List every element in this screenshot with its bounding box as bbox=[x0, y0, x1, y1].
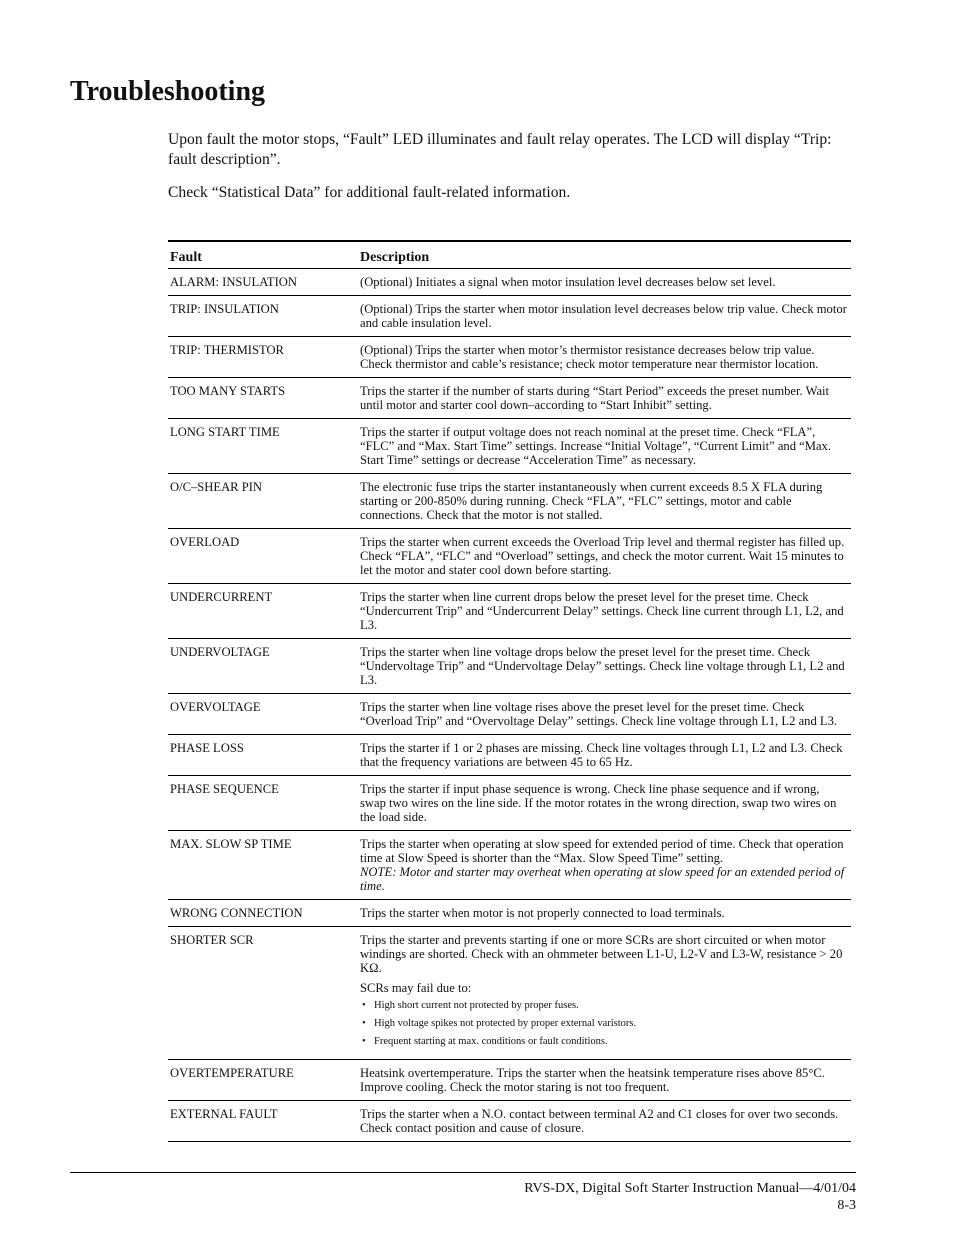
fault-description-cell bbox=[360, 296, 851, 336]
fault-description-cell bbox=[360, 378, 851, 418]
fault-description-cell bbox=[360, 529, 851, 583]
fault-description: (Optional) Trips the starter when motor’s thermistor resistance decreases below trip value. Check thermistor and cable’s resistance; check motor temperature near thermistor location. bbox=[360, 343, 819, 371]
fault-description: Heatsink overtemperature. Trips the starter when the heatsink temperature rises above 85°C. Improve cooling. Check the motor staring is not too frequent. bbox=[360, 1066, 825, 1094]
intro-paragraph: Upon fault the motor stops, “Fault” LED illuminates and fault relay operates. The LCD will display “Trip: fault description”. bbox=[168, 131, 832, 168]
fault-description-cell bbox=[360, 831, 851, 899]
fault-description-cell bbox=[360, 639, 851, 693]
cause-list-item: • High voltage spikes not protected by proper external varistors. bbox=[360, 1017, 847, 1030]
fault-description-cell bbox=[360, 1101, 851, 1141]
fault-description-cell bbox=[360, 269, 851, 295]
fault-description-cell bbox=[360, 927, 851, 1059]
fault-note: NOTE: Motor and starter may overheat when operating at slow speed for an extended period of time. bbox=[360, 865, 845, 893]
fault-name: MAX. SLOW SP TIME bbox=[170, 837, 292, 851]
fault-description: Trips the starter if output voltage does not reach nominal at the preset time. Check “FLA”, “FLC” and “Max. Start Time” settings. Increase “Initial Voltage”, “Current Limit” and “Max. Start Time” settings or decrease “Acceleration Time” as necessary. bbox=[360, 425, 831, 467]
table-row bbox=[168, 831, 851, 900]
column-header-fault: Fault bbox=[170, 250, 202, 265]
fault-description-cell bbox=[360, 735, 851, 775]
fault-description: Trips the starter and prevents starting if one or more SCRs are short circuited or when motor windings are shorted. Check with an ohmmeter between L1-U, L2-V and L3-W, resistance > 20 KΩ. bbox=[360, 933, 843, 975]
fault-name: TOO MANY STARTS bbox=[170, 384, 286, 398]
fault-description: Trips the starter when a N.O. contact between terminal A2 and C1 closes for over two seconds. Check contact position and cause of closure. bbox=[360, 1107, 839, 1135]
fault-description: Trips the starter when line current drops below the preset level for the preset time. Check “Undercurrent Trip” and “Undercurrent Delay” settings. Check line current through L1, L2, and L3. bbox=[360, 590, 844, 632]
table-row bbox=[168, 927, 851, 1060]
table-row bbox=[168, 776, 851, 831]
table-row bbox=[168, 337, 851, 378]
table-row bbox=[168, 474, 851, 529]
fault-description: Trips the starter when current exceeds the Overload Trip level and thermal register has filled up. Check “FLA”, “FLC” and “Overload” settings, and check the motor current. Wait 15 minutes to let the motor and stater cool down before starting. bbox=[360, 535, 845, 577]
fault-name: TRIP: THERMISTOR bbox=[170, 343, 284, 357]
table-row bbox=[168, 1060, 851, 1101]
table-header-row bbox=[168, 242, 851, 269]
fault-name: O/C–SHEAR PIN bbox=[170, 480, 263, 494]
fault-description: Trips the starter when operating at slow speed for extended period of time. Check that operation time at Slow Speed is shorter than the “Max. Slow Speed Time” setting. bbox=[360, 837, 844, 865]
fault-description-cell bbox=[360, 474, 851, 528]
table-row bbox=[168, 269, 851, 296]
fault-description: Trips the starter when line voltage drops below the preset level for the preset time. Check “Undervoltage Trip” and “Undervoltage Delay” settings. Check line voltage through L1, L2 and L3. bbox=[360, 645, 845, 687]
table-row bbox=[168, 529, 851, 584]
table-row bbox=[168, 694, 851, 735]
cause-list-item: • Frequent starting at max. conditions or fault conditions. bbox=[360, 1035, 847, 1048]
fault-description-cell bbox=[360, 776, 851, 830]
fault-description: (Optional) Trips the starter when motor insulation level decreases below trip value. Check motor and cable insulation level. bbox=[360, 302, 847, 330]
fault-name: WRONG CONNECTION bbox=[170, 906, 303, 920]
fault-name: OVERTEMPERATURE bbox=[170, 1066, 294, 1080]
fault-name: PHASE SEQUENCE bbox=[170, 782, 279, 796]
fault-description: Trips the starter if the number of starts during “Start Period” exceeds the preset number. Wait until motor and starter cool down–according to “Start Inhibit” setting. bbox=[360, 384, 830, 412]
page-number: 8-3 bbox=[837, 1198, 856, 1213]
table-row bbox=[168, 419, 851, 474]
fault-subheading: SCRs may fail due to: bbox=[360, 981, 472, 995]
fault-description-cell bbox=[360, 694, 851, 734]
table-row bbox=[168, 639, 851, 694]
cause-list bbox=[360, 999, 847, 1048]
fault-description-cell bbox=[360, 337, 851, 377]
footer-divider bbox=[70, 1172, 856, 1173]
table-row bbox=[168, 584, 851, 639]
fault-description-cell bbox=[360, 419, 851, 473]
table-row bbox=[168, 296, 851, 337]
table-row bbox=[168, 378, 851, 419]
fault-description: Trips the starter if 1 or 2 phases are missing. Check line voltages through L1, L2 and L3. Check that the frequency variations are between 45 to 65 Hz. bbox=[360, 741, 843, 769]
table-body bbox=[168, 269, 851, 1142]
column-header-description: Description bbox=[360, 250, 430, 265]
fault-name: ALARM: INSULATION bbox=[170, 275, 297, 289]
fault-name: OVERLOAD bbox=[170, 535, 240, 549]
fault-name: EXTERNAL FAULT bbox=[170, 1107, 278, 1121]
page-title: Troubleshooting bbox=[70, 76, 266, 107]
fault-description: (Optional) Initiates a signal when motor insulation level decreases below set level. bbox=[360, 275, 776, 289]
fault-description-cell bbox=[360, 1060, 851, 1100]
fault-description: The electronic fuse trips the starter instantaneously when current exceeds 8.5 X FLA during starting or 200-850% during running. Check “FLA”, “FLC” settings, motor and cable connections. Check that the motor is not stalled. bbox=[360, 480, 823, 522]
fault-description: Trips the starter when motor is not properly connected to load terminals. bbox=[360, 906, 725, 920]
intro-paragraph: Check “Statistical Data” for additional fault-related information. bbox=[168, 184, 571, 201]
table-row bbox=[168, 735, 851, 776]
footer-manual-title: RVS-DX, Digital Soft Starter Instruction Manual—4/01/04 bbox=[524, 1181, 856, 1196]
table-row bbox=[168, 900, 851, 927]
fault-name: SHORTER SCR bbox=[170, 933, 254, 947]
footer bbox=[524, 1180, 856, 1214]
cause-list-item: • High short current not protected by proper fuses. bbox=[360, 999, 847, 1012]
fault-name: TRIP: INSULATION bbox=[170, 302, 279, 316]
fault-name: LONG START TIME bbox=[170, 425, 280, 439]
fault-description-cell bbox=[360, 900, 851, 926]
fault-name: OVERVOLTAGE bbox=[170, 700, 261, 714]
fault-name: PHASE LOSS bbox=[170, 741, 244, 755]
table-row bbox=[168, 1101, 851, 1142]
intro-section bbox=[168, 130, 858, 216]
fault-name: UNDERCURRENT bbox=[170, 590, 273, 604]
fault-table bbox=[168, 240, 851, 1142]
fault-description: Trips the starter if input phase sequence is wrong. Check line phase sequence and if wrong, swap two wires on the line side. If the motor rotates in the wrong direction, swap two wires on the load side. bbox=[360, 782, 837, 824]
fault-description: Trips the starter when line voltage rises above the preset level for the preset time. Check “Overload Trip” and “Overvoltage Delay” settings. Check line voltage through L1, L2 and L3. bbox=[360, 700, 838, 728]
fault-description-cell bbox=[360, 584, 851, 638]
fault-name: UNDERVOLTAGE bbox=[170, 645, 270, 659]
